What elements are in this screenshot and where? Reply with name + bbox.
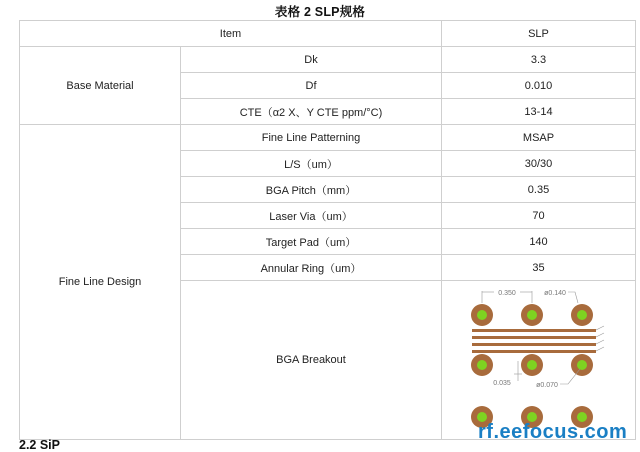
slp-spec-table bbox=[19, 20, 636, 440]
group-base-material: Base Material bbox=[20, 47, 181, 125]
bga-pad bbox=[571, 354, 593, 376]
header-slp: SLP bbox=[442, 21, 636, 47]
next-section-heading: 2.2 SiP bbox=[19, 438, 60, 452]
breakout-traces bbox=[472, 326, 604, 353]
table-row bbox=[20, 125, 636, 151]
value-cell: 30/30 bbox=[442, 151, 636, 177]
bga-pad bbox=[521, 304, 543, 326]
value-cell: MSAP bbox=[442, 125, 636, 151]
value-cell: 3.3 bbox=[442, 47, 636, 73]
param-cell: BGA Breakout bbox=[181, 281, 442, 440]
param-cell: BGA Pitch（mm） bbox=[181, 177, 442, 203]
group-fine-line-design: Fine Line Design bbox=[20, 125, 181, 440]
leader-line bbox=[568, 292, 578, 303]
param-cell: Laser Via（um） bbox=[181, 203, 442, 229]
param-cell: Annular Ring（um） bbox=[181, 255, 442, 281]
value-cell: 13-14 bbox=[442, 99, 636, 125]
param-cell: CTE（α2 X、Y CTE ppm/°C) bbox=[181, 99, 442, 125]
table-title: 表格 2 SLP规格 bbox=[274, 5, 366, 19]
bga-pad bbox=[471, 354, 493, 376]
table-header-row bbox=[20, 21, 636, 47]
value-cell: 0.010 bbox=[442, 73, 636, 99]
table-row bbox=[20, 47, 636, 73]
param-cell: Df bbox=[181, 73, 442, 99]
param-cell: Fine Line Patterning bbox=[181, 125, 442, 151]
param-cell: Dk bbox=[181, 47, 442, 73]
param-cell: L/S（um） bbox=[181, 151, 442, 177]
param-cell: Target Pad（um） bbox=[181, 229, 442, 255]
bga-pad bbox=[471, 304, 493, 326]
bga-breakout-diagram-cell bbox=[442, 281, 636, 440]
value-cell: 35 bbox=[442, 255, 636, 281]
value-cell: 70 bbox=[442, 203, 636, 229]
spacing-label: 0.035 bbox=[493, 380, 511, 387]
pad-diameter-label: ø0.140 bbox=[544, 290, 566, 297]
bga-breakout-diagram bbox=[442, 281, 635, 439]
bga-pad bbox=[571, 304, 593, 326]
value-cell: 0.35 bbox=[442, 177, 636, 203]
bga-pad bbox=[521, 354, 543, 376]
via-diameter-label: ø0.070 bbox=[536, 382, 558, 389]
watermark: rf.eefocus.com bbox=[478, 421, 628, 443]
header-item: Item bbox=[20, 21, 442, 47]
pitch-label: 0.350 bbox=[498, 290, 516, 297]
value-cell: 140 bbox=[442, 229, 636, 255]
